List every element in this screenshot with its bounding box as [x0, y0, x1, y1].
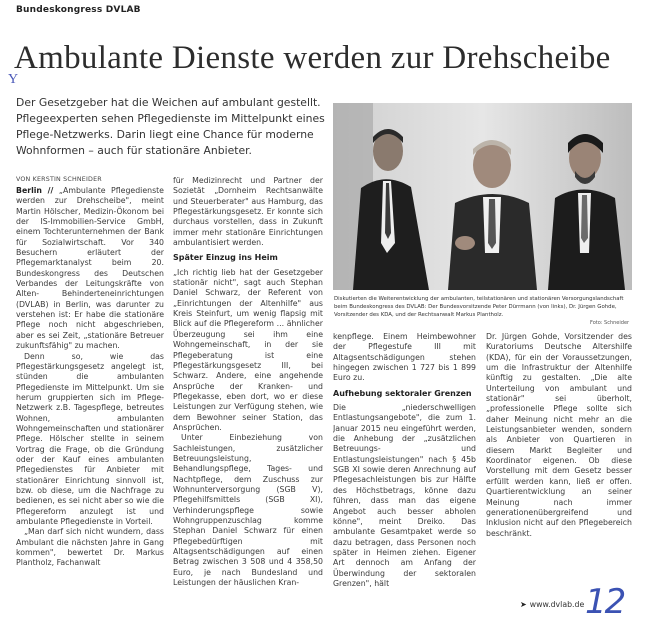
paragraph: für Medizinrecht und Partner der Sozietät „Dornheim Rechtsanwälte und Steuerberater" aus Hamburg, das Pflegestärkungsgesetz. Er konnte sich durchaus vorstellen, dass in Zukunft immer mehr stationäre Einrichtungen ambulantisiert werden.	[173, 176, 323, 248]
website-link[interactable]	[520, 600, 584, 609]
paragraph	[16, 186, 164, 352]
paragraph: „Man darf sich nicht wundern, dass Ambulant die nächsten Jahre in Gang kommen", bewertet Dr. Markus Plantholz, Fachanwalt	[16, 527, 164, 568]
paragraph: „Ich richtig lieb hat der Gesetzgeber stationär nicht", sagt auch Stephan Daniel Schwarz, der Referent von „Einrichtungen der Altenhilfe" aus Kreis Steinfurt, um wenig flapsig mit Blick auf die Pflegereform ... ähnlicher Überzeugung sei ihm eine Wohngemeinschaft, in der sie Pflegeberatung ist eine Pflegestärkungsgesetz III, bei Schwarz. Andere, eine angehende Ansprüche der Kranken- und Pflegekasse, eben dort, wo er diese Leistungen zur Verfügung stehen, wie dem Bewohner seiner Station, das Ansprüchen.	[173, 267, 323, 432]
paragraph: kenpflege. Einem Heimbewohner der Pflegestufe III mit Altagsentschädigungen stehen hingegen zwischen 1 727 bis 1 899 Euro zu.	[333, 332, 476, 383]
subheading: Aufhebung sektoraler Grenzen	[333, 388, 472, 398]
handwritten-mark: Y	[8, 72, 19, 87]
arrow-icon: ➤	[520, 600, 527, 609]
text-column-4	[486, 332, 632, 594]
paragraph: Denn so, wie das Pflegestärkungsgesetz angelegt ist, stünden die ambulanten Pflegedienste im Mittelpunkt. Um sie herum gruppierten sich im Pflege-Netzwerk z.B. Tagespflege, betreutes Wohnen, ambulanten Wohngemeinschaften und stationärer Pflege. Hölscher stellte in seinem Vortrag die Frage, ob die Gründung oder der Kauf eines ambulanten Pflegedienstes für Anbieter mit stationärer Einrichtung sinnvoll ist, bzw. ob diese, um die Nachfrage zu bedienen, es sei nicht aber so wie die Pflegereform anzulegt ist und ambulante Pflegedienste in Vorteil.	[16, 351, 164, 526]
article-lead: Der Gesetzgeber hat die Weichen auf ambulant gestellt. Pflegeexperten sehen Pflegedienste im Mittelpunkt eines Pflege-Netzwerks. Darin liegt eine Chance für moderne Wohnformen – auch für stationäre Anbieter.	[16, 96, 325, 157]
paragraph: Dr. Jürgen Gohde, Vorsitzender des Kuratoriums Deutsche Altershilfe (KDA), für ein der Voraussetzungen, um die Infrastruktur der Altenhilfe künftig zu gestalten. „Die alte Unterteilung von ambulant und stationär" sei überholt, „professionelle Pflege sollte sich daher Meinung nicht mehr an die Leistungsanbieter wenden, sondern als Anbieter von Quartieren in diesem Markt Begleiter und Koordinator eigenen. Ob diese Vorstellung mit dem Gesetz besser erfüllt werden kann, ließ er offen. Quartierentwicklung an seiner Meinung nach immer generationenübergreifend und Inklusion nicht auf den Pflegebereich beschränkt.	[486, 332, 632, 538]
section-kicker: Bundeskongress DVLAB	[16, 5, 141, 15]
byline: VON KERSTIN SCHNEIDER	[16, 176, 102, 183]
website-text: www.dvlab.de	[529, 600, 585, 609]
text-column-2	[173, 176, 323, 621]
subheading: Später Einzug ins Heim	[173, 253, 278, 263]
article-headline: Ambulante Dienste werden zur Drehscheibe	[14, 40, 611, 76]
article-photo	[333, 103, 632, 290]
photo-illustration	[333, 103, 632, 290]
paragraph: Unter Einbeziehung von Sachleistungen, zusätzlicher Betreuungsleistung, Behandlungspflege, Tages- und Nachtpflege, dem Zuschuss zur Wohnunterversorgung (SGB V), Pflegehilfsmittels (SGB XI), Verhinderungspflege sowie Wohngruppenzuschlag komme Stephan Daniel Schwarz für einen Pflegebedürftigen mit Altagsentschädigungen auf einen Betrag zwischen 3 508 und 4 358,50 Euro, je nach Bundesland und Leistungen der häuslichen Kran-	[173, 433, 323, 588]
text-column-3	[333, 332, 476, 622]
text-column-1	[16, 186, 164, 621]
handwritten-page-number: 12	[585, 582, 625, 622]
paragraph: Die „niederschwelligen Entlastungsangebote", die zum 1. Januar 2015 neu eingeführt werden, die Anhebung der „zusätzlichen Betreuungs- und Entlastungsleistungen" nach § 45b SGB XI sowie deren Anrechnung auf Pflegesachleistungen bis zur Hälfte des Höchstbetrags, könne dazu führen, dass man das eigene Angebot auch besser abholen könne", meint Dreiko. Das ambulante Gesamtpaket werde so dazu betragen, dass Personen noch später in Heimen ziehen. Eigener Art dennoch am Anfang der Überwindung der sektoralen Grenzen", hält	[333, 403, 476, 588]
dateline: Berlin //	[16, 186, 54, 195]
paragraph-text: „Ambulante Pflegedienste werden zur Drehscheibe", meint Martin Hölscher, Medizin-Ökonom bei der IS-Immobilien-Service GmbH, einem Tochterunternehmen der Bank für Sozialwirtschaft. Vor 340 Besuchern erläutert der Pflegemarktanalyst beim 20. Bundeskongress des Deutschen Verbandes der Leitungskräfte von Alten- Behinderteneinrichtungen (DVLAB) in Berlin, was darunter zu verstehen ist: Er habe die stationäre Pflege noch nicht abgeschrieben, aber es sei Zeit, „stationäre Betreuer zukunftsfähig" zu machen.	[16, 186, 164, 351]
photo-caption: Diskutierten die Weiterentwicklung der ambulanten, teilstationären und stationären Versorgungslandschaft beim Bundeskongress des DVLAB: Der Bundesvorsitzende Peter Dürrmann (von links), Dr. Jürgen Gohde, Vorsitzender des KDA, und der Rechtsanwalt Markus Plantholz.	[334, 296, 624, 318]
photo-credit: Foto: Schneider	[590, 320, 630, 326]
